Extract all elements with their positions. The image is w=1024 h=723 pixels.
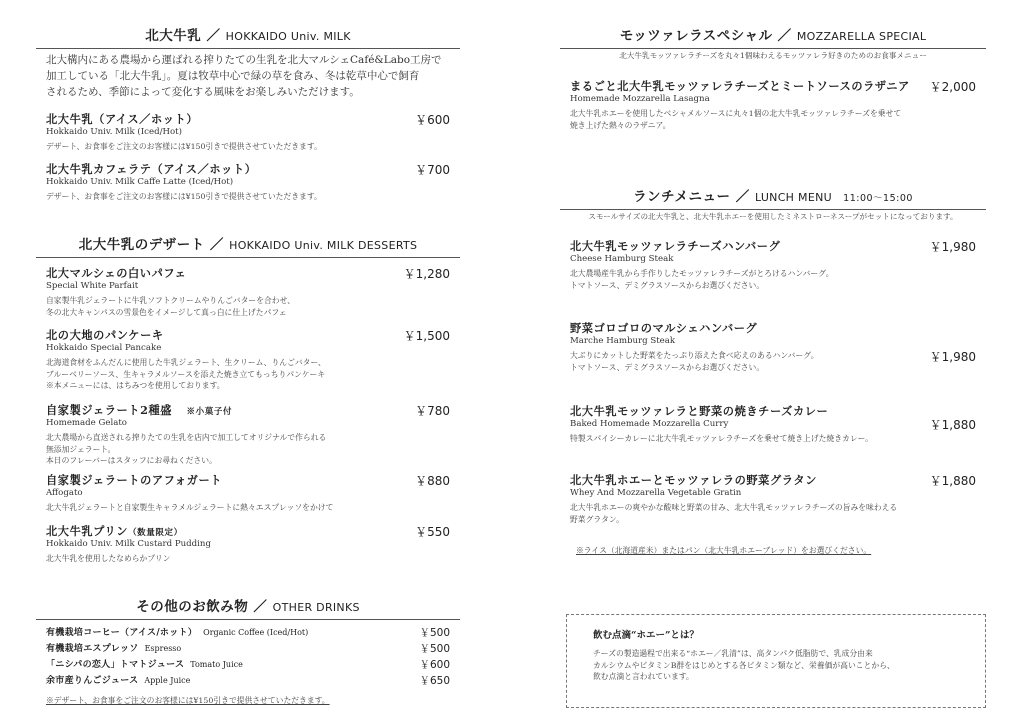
item-name: まるごと北大牛乳モッツァレラチーズとミートソースのラザニア: [570, 79, 910, 93]
desserts-heading-en: HOKKAIDO Univ. MILK DESSERTS: [229, 239, 418, 252]
item-name-en: Homemade Mozzarella Lasagna: [570, 94, 710, 104]
drink-name-en: Apple Juice: [144, 676, 191, 685]
drink-price: ￥650: [419, 675, 450, 687]
item-name-en: Affogato: [46, 488, 83, 498]
desc-line: 冬の北大キャンパスの雪景色をイメージして真っ白に仕上げたパフェ: [46, 307, 287, 317]
drink-price: ￥600: [419, 659, 450, 671]
item-name-en: Hokkaido Univ. Milk Custard Pudding: [46, 539, 211, 549]
milk-heading-en: HOKKAIDO Univ. MILK: [225, 30, 351, 43]
item-name-en: Hokkaido Special Pancake: [46, 343, 162, 353]
item-price: ￥1,280: [403, 267, 450, 281]
lunch-note: スモールサイズの北大牛乳と、北大牛乳ホエーを使用したミネストローネスープがセットになっております。: [588, 212, 958, 221]
item-description: [570, 350, 976, 373]
item-description: [570, 502, 976, 525]
item-price: ￥2,000: [929, 80, 976, 94]
item-name-en: Whey And Mozzarella Vegetable Gratin: [570, 488, 742, 498]
item-description: デザート、お食事をご注文のお客様には¥150引きで提供させていただきます。: [46, 192, 322, 201]
whey-body-line: チーズの製造過程で出来る“ホエー／乳清”は、高タンパク低脂肪で、乳成分由来: [593, 649, 873, 658]
lunch-heading-jp: ランチメニュー ／: [633, 189, 750, 205]
item-name-text: 北大牛乳プリン: [46, 524, 129, 538]
lunch-hours: 11:00～15:00: [843, 193, 913, 204]
drinks-footnote: ※デザート、お食事をご注文のお客様には¥150引きで提供させていただきます。: [46, 696, 330, 705]
item-name-en: Marche Hamburg Steak: [570, 336, 676, 346]
mozzarella-heading-jp: モッツァレラスペシャル ／: [619, 28, 792, 44]
item-name: 北大牛乳モッツァレラチーズハンバーグ: [570, 239, 781, 253]
item-name-en: Cheese Hamburg Steak: [570, 254, 674, 264]
item-price: ￥1,880: [929, 418, 976, 432]
item-name: 北大マルシェの白いパフェ: [46, 266, 187, 280]
item-description: [46, 432, 450, 467]
menu-item-marche-hamburg: [570, 320, 976, 373]
menu-item-vegetable-gratin: [570, 472, 976, 525]
desc-line: 本日のフレーバーはスタッフにお尋ねください。: [46, 456, 217, 465]
item-name: 野菜ゴロゴロのマルシェハンバーグ: [570, 321, 758, 335]
desserts-section-heading: [36, 233, 460, 258]
drink-row: [46, 625, 450, 641]
item-price: ￥700: [415, 163, 450, 177]
milk-section-heading: [36, 24, 460, 49]
desc-line: 自家製牛乳ジェラートに牛乳ソフトクリームやりんごバターを合わせ、: [46, 296, 295, 305]
menu-item-white-parfait: [46, 265, 450, 318]
item-name: 北大牛乳ホエーとモッツァレラの野菜グラタン: [570, 473, 817, 487]
item-price: ￥600: [415, 113, 450, 127]
drink-row: [46, 657, 450, 673]
drinks-section-heading: [36, 595, 460, 620]
lunch-heading-en: LUNCH MENU: [754, 191, 832, 204]
item-name-text: 自家製ジェラート2種盛: [46, 403, 173, 417]
drink-name: 有機栽培コーヒー（アイス/ホット）: [46, 628, 198, 638]
mozzarella-section-heading: [560, 24, 986, 49]
drink-row: [46, 641, 450, 657]
item-price: ￥1,980: [929, 350, 976, 364]
menu-item-cheese-hamburg: [570, 238, 976, 291]
lunch-footnote: ※ライス（北海道産米）またはパン（北大牛乳ホエーブレッド）をお選びください。: [576, 546, 872, 555]
desc-line: 北大牛乳ホエーを使用したベシャメルソースに丸々1個の北大牛乳モッツァレラチーズを乗せて: [570, 109, 902, 118]
item-price: ￥780: [415, 404, 450, 418]
milk-intro-line: 加工している「北大牛乳」。夏は牧草中心で緑の草を食み、冬は乾草中心で飼育: [46, 70, 420, 82]
drink-name-en: Tomato Juice: [190, 660, 243, 669]
item-name-en: Hokkaido Univ. Milk (Iced/Hot): [46, 127, 182, 137]
item-price: ￥1,880: [929, 474, 976, 488]
milk-heading-jp: 北大牛乳 ／: [145, 28, 221, 44]
item-name: 北大牛乳（アイス／ホット）: [46, 112, 199, 126]
item-name: 北大牛乳モッツァレラと野菜の焼きチーズカレー: [570, 404, 829, 418]
menu-item-milk: [46, 111, 450, 153]
item-description: 特製スパイシーカレーに北大牛乳モッツァレラチーズを乗せて焼き上げた焼きカレー。: [570, 434, 873, 443]
menu-item-affogato: [46, 472, 450, 514]
item-name-sub: ※小菓子付: [186, 407, 233, 417]
desc-line: 野菜グラタン。: [570, 514, 624, 524]
desc-line: 焼き上げた熱々のラザニア。: [570, 120, 671, 130]
menu-item-pancake: [46, 327, 450, 392]
menu-item-gelato: [46, 402, 450, 467]
desc-line: 大ぶりにカットした野菜をたっぷり添えた食べ応えのあるハンバーグ。: [570, 351, 819, 360]
drink-name: 余市産りんごジュース: [46, 676, 139, 686]
item-name-en: Hokkaido Univ. Milk Caffe Latte (Iced/Hot): [46, 177, 234, 187]
desc-line: ブルーベリーソース、生キャラメルソースを添えた焼き立てもっちりパンケーキ: [46, 369, 326, 379]
drink-price: ￥500: [419, 643, 450, 655]
drinks-heading-jp: その他のお飲み物 ／: [136, 599, 268, 615]
lunch-section-heading: [560, 185, 986, 210]
menu-item-lasagna: [570, 78, 976, 131]
drink-name: 「ニシパの恋人」トマトジュース: [46, 660, 185, 670]
item-name: 北大牛乳カフェラテ（アイス／ホット）: [46, 162, 257, 176]
item-description: デザート、お食事をご注文のお客様には¥150引きで提供させていただきます。: [46, 142, 322, 151]
drinks-heading-en: OTHER DRINKS: [272, 601, 360, 614]
whey-body-line: 飲む点滴と言われています。: [593, 672, 694, 681]
item-description: [570, 108, 976, 131]
item-description: 北大牛乳を使用したなめらかプリン: [46, 554, 171, 563]
drink-name-en: Espresso: [144, 644, 182, 653]
item-description: 北大牛乳ジェラートと自家製生キャラメルジェラートに熱々エスプレッソをかけて: [46, 503, 334, 512]
item-description: [570, 268, 976, 291]
item-name-sub: （数量限定）: [128, 528, 183, 538]
item-name: [46, 402, 450, 418]
item-price: ￥550: [415, 525, 450, 539]
desc-line: ※本メニューには、はちみつを使用しております。: [46, 381, 225, 390]
desserts-heading-jp: 北大牛乳のデザート ／: [78, 237, 224, 253]
desc-line: 北大牛乳ホエーの爽やかな酸味と野菜の甘み、北大牛乳モッツァレラチーズの旨みを味わえる: [570, 503, 898, 512]
whey-body-line: カルシウムやビタミンB群をはじめとする各ビタミン類など、栄養価が高いことから、: [593, 660, 895, 670]
item-name: 自家製ジェラートのアフォガート: [46, 473, 223, 487]
item-name-en: Baked Homemade Mozzarella Curry: [570, 419, 729, 429]
mozzarella-heading-en: MOZZARELLA SPECIAL: [796, 30, 927, 43]
item-name: 北の大地のパンケーキ: [46, 328, 164, 342]
item-name-en: Special White Parfait: [46, 281, 139, 291]
drink-row: [46, 673, 450, 689]
menu-item-milk-latte: [46, 161, 450, 203]
drink-name: 有機栽培エスプレッソ: [46, 644, 139, 654]
desc-line: トマトソース、デミグラスソースからお選びください。: [570, 362, 765, 372]
whey-body: [593, 648, 965, 683]
whey-info-box: [566, 614, 986, 708]
item-description: [46, 357, 450, 392]
item-name-en: Homemade Gelato: [46, 418, 127, 428]
milk-intro: [46, 52, 442, 100]
item-price: ￥1,500: [403, 329, 450, 343]
desc-line: トマトソース、デミグラスソースからお選びください。: [570, 280, 765, 290]
desc-line: 北大農場から直送される搾りたての生乳を店内で加工してオリジナルで作られる: [46, 433, 327, 442]
desc-line: 北大農場産牛乳から手作りしたモッツァレラチーズがとろけるハンバーグ。: [570, 269, 834, 278]
item-price: ￥880: [415, 474, 450, 488]
desc-line: 北海道食材をふんだんに使用した牛乳ジェラート、生クリーム、りんごバター、: [46, 358, 326, 367]
milk-intro-line: されるため、季節によって変化する風味をお楽しみいただけます。: [46, 86, 360, 98]
item-name: [46, 523, 450, 539]
menu-item-mozzarella-curry: [570, 403, 976, 445]
menu-item-pudding: [46, 523, 450, 565]
item-description: [46, 295, 450, 318]
drink-name-en: Organic Coffee (Iced/Hot): [203, 628, 309, 637]
whey-title: 飲む点滴“ホエー”とは？: [593, 630, 699, 641]
desc-line: 無添加ジェラート。: [46, 444, 116, 454]
mozzarella-note: 北大牛乳モッツァレラチーズを丸々1個味わえるモッツァレラ好きのためのお食事メニュー: [619, 51, 927, 60]
drink-price: ￥500: [419, 627, 450, 639]
milk-intro-line: 北大構内にある農場から運ばれる搾りたての生乳を北大マルシェCafé&Labo工房で: [46, 54, 442, 66]
item-price: ￥1,980: [929, 240, 976, 254]
